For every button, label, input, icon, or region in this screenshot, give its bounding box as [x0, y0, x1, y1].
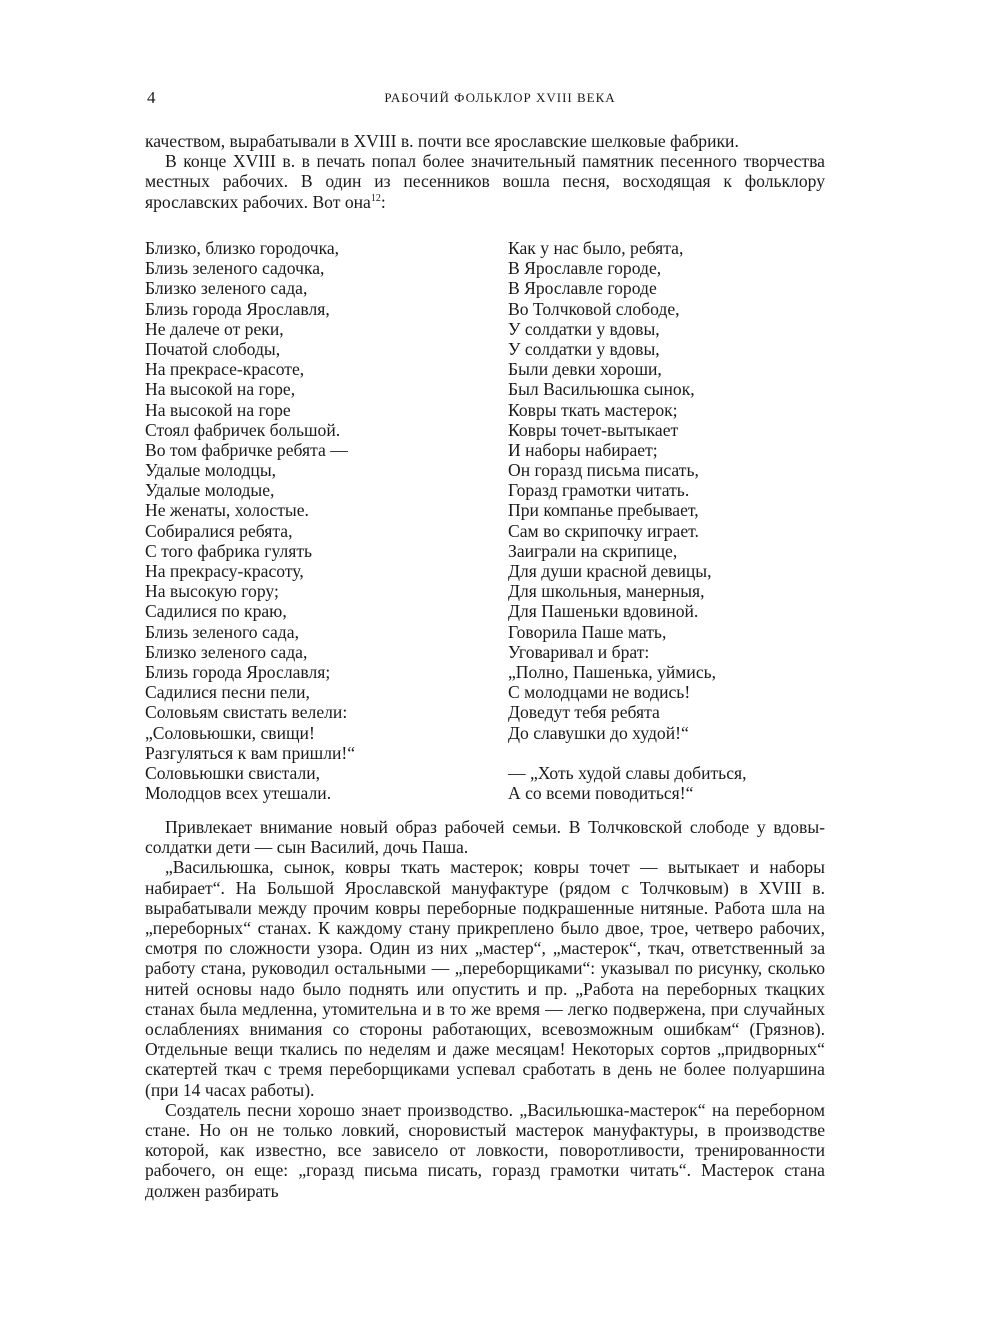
body-paragraph-1: Привлекает внимание новый образ рабочей семьи. В Толчковской слободе у вдовы-солдатки дети — сын Василий, дочь Паша.	[145, 817, 825, 858]
poem-line: Сам во скрипочку играет.	[508, 520, 699, 541]
poem-line: Разгуляться к вам пришли!“	[145, 742, 356, 763]
poem-line: Садилися песни пели,	[145, 682, 310, 703]
poem-line: Близь города Ярославля,	[145, 298, 330, 319]
poem-line: Во том фабричке ребята —	[145, 439, 348, 460]
poem-line: Близко зеленого сада,	[145, 278, 308, 299]
poem-line: Близь зеленого сада,	[145, 621, 299, 642]
poem-line: Близь зеленого садочка,	[145, 258, 325, 279]
poem-line: Стоял фабричек большой.	[145, 419, 341, 440]
poem-line: Для школьныя, манерныя,	[508, 581, 705, 602]
poem-line: На прекрасе-красоте,	[145, 359, 305, 380]
poem-line: — „Хоть худой славы добиться,	[508, 762, 747, 783]
poem-line: И наборы набирает;	[508, 439, 658, 460]
poem-left-column	[145, 238, 355, 803]
poem-line: Удалые молодые,	[145, 480, 275, 501]
poem-line: Собиралися ребята,	[145, 520, 293, 541]
intro-paragraph-2-end: :	[380, 191, 386, 212]
poem-line: „Соловьюшки, свищи!	[145, 722, 315, 743]
poem-line: На прекрасу-красоту,	[145, 561, 304, 581]
poem-line: Были девки хороши,	[508, 359, 662, 380]
poem-line: На высокой на горе,	[145, 379, 296, 400]
poem-line: В Ярославле городе	[508, 278, 657, 299]
poem-line: В Ярославле городе,	[508, 258, 662, 279]
poem-line: Уговаривал и брат:	[508, 641, 650, 662]
poem-line: У солдатки у вдовы,	[508, 318, 660, 339]
poem-line: При компанье пребывает,	[508, 500, 699, 521]
poem-line: Он горазд письма писать,	[508, 460, 699, 481]
poem-line: Как у нас было, ребята,	[508, 238, 684, 258]
body-paragraph-3: Создатель песни хорошо знает производство. „Васильюшка-мастерок“ на переборном стане. Но он не только ловкий, сноровистый мастерок мануфактуры, в производстве которой, как известно, все зависело от ловкости, поворотливости, тренированности рабочего, он еще: „горазд письма писать, горазд грамотки читать“. Мастерок стана должен разбирать	[145, 1099, 825, 1201]
poem-line: До славушки до худой!“	[508, 722, 689, 743]
intro-paragraph-2-text: В конце XVIII в. в печать попал более значительный памятник песенного творчества местных рабочих. В один из песенников вошла песня, восходящая к фольклору ярославских рабочих. Вот она	[145, 151, 825, 212]
poem-line: А со всеми поводиться!“	[508, 783, 694, 804]
poem-line: Не далече от реки,	[145, 318, 284, 339]
poem-line: Не женаты, холостые.	[145, 500, 309, 521]
poem-line: Во Толчковой слободе,	[508, 298, 680, 319]
intro-paragraph-2	[145, 151, 825, 212]
footnote-marker: 12	[370, 192, 381, 204]
poem-line: У солдатки у вдовы,	[508, 338, 660, 359]
poem-line: Для Пашеньки вдовиной.	[508, 601, 699, 622]
poem-line: Заиграли на скрипице,	[508, 540, 678, 561]
poem-line: „Полно, Пашенька, уймись,	[508, 661, 717, 682]
poem-line: Был Васильюшка сынок,	[508, 379, 695, 400]
poem-line: Молодцов всех утешали.	[145, 783, 332, 804]
poem-line: Для души красной девицы,	[508, 561, 712, 581]
stanza-gap	[508, 743, 747, 763]
poem-line: Горазд грамотки читать.	[508, 480, 690, 501]
poem-line: Доведут тебя ребята	[508, 702, 660, 723]
page-number: 4	[147, 88, 156, 107]
poem-line: Садилися по краю,	[145, 601, 287, 622]
poem-right-column	[508, 238, 747, 803]
poem-line: На высокой на горе	[145, 399, 291, 420]
poem-line: Початой слободы,	[145, 338, 281, 359]
poem-line: Ковры ткать мастерок;	[508, 399, 678, 420]
poem-line: Близь города Ярославля;	[145, 661, 331, 682]
poem-line: Говорила Паше мать,	[508, 621, 667, 642]
poem-line: Удалые молодцы,	[145, 460, 277, 481]
body-text	[145, 817, 825, 1201]
poem-line: Соловьюшки свистали,	[145, 762, 321, 783]
poem-line: Соловьям свистать велели:	[145, 702, 348, 723]
poem-line: На высокую гору;	[145, 581, 279, 602]
poem-line: С того фабрика гулять	[145, 540, 313, 561]
poem-line: Ковры точет-вытыкает	[508, 419, 679, 440]
poem-line: Близко, близко городочка,	[145, 238, 340, 258]
running-head: РАБОЧИЙ ФОЛЬКЛОР XVIII ВЕКА	[384, 90, 616, 105]
intro-paragraph-1: качеством, вырабатывали в XVIII в. почти все ярославские шелковые фабрики.	[145, 131, 739, 151]
intro-text	[145, 131, 825, 212]
body-paragraph-2: „Васильюшка, сынок, ковры ткать мастерок; ковры точет — вытыкает и наборы набирает“. На Большой Ярославской мануфактуре (рядом с Толчковым) в XVIII в. вырабатывали между прочим ковры переборные подкрашенные нитяные. Работа шла на „переборных“ станах. К каждому стану прикреплено было двое, трое, четверо рабочих, смотря по сложности узора. Один из них „мастер“, „мастерок“, ткач, ответственный за работу стана, руководил остальными — „переборщиками“: указывал по рисунку, сколько нитей основы надо было поднять или опустить и пр. „Работа на переборных ткацких станах была медленна, утомительна и в то же время — легко подвержена, при случайных ослаблениях внимания со стороны работающих, всевозможным ошибкам“ (Грязнов). Отдельные вещи ткались по неделям и даже месяцам! Некоторых сортов „придворных“ скатертей ткач с тремя переборщиками успевал сработать в день не более полуаршина (при 14 часах работы).	[145, 857, 825, 1100]
poem-line: С молодцами не водись!	[508, 682, 691, 703]
poem-line: Близко зеленого сада,	[145, 641, 308, 662]
